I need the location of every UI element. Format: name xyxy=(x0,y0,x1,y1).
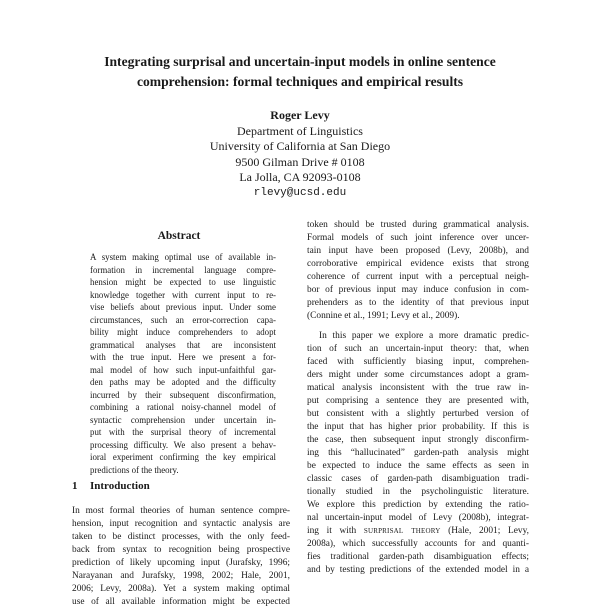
section-heading-introduction xyxy=(72,479,286,493)
abstract-line: ioral experiment confirming the key empirical xyxy=(90,452,276,462)
surprisal-theory-term: surprisal theory xyxy=(363,526,441,536)
abstract-line: circumstances, such an error-correction capa- xyxy=(90,314,276,325)
intro-line: hension, input recognition and syntactic analysis are xyxy=(72,519,290,529)
abstract-heading: Abstract xyxy=(157,230,201,242)
right-column-body xyxy=(307,219,529,577)
body-line: ing this “hallucinated” garden-path analysis might xyxy=(307,448,529,458)
author-address-line: 9500 Gilman Drive # 0108 xyxy=(235,154,365,169)
body-line: put comprising a sentence they are presented with, xyxy=(307,396,529,406)
abstract-line: processing difficulty. We also present a behav- xyxy=(90,439,276,450)
body-line: coherence of current input with a perceptual neigh- xyxy=(307,272,529,282)
abstract-line: combining a rational noisy-channel model of xyxy=(90,402,276,412)
author-email: rlevy@ucsd.edu xyxy=(253,186,347,199)
abstract-line: knowledge together with current input to re- xyxy=(90,289,276,300)
intro-line: back from syntax to recognition being prospective xyxy=(72,545,290,555)
abstract-line: syntactic comprehension under uncertain in- xyxy=(90,414,276,425)
body-line: In this paper we explore a more dramatic predic- xyxy=(319,331,529,341)
body-line: token should be trusted during grammatical analysis. xyxy=(307,220,529,230)
body-line: the input that has higher prior probability. If this is xyxy=(307,422,529,432)
author-block xyxy=(100,108,500,201)
body-line: nal uncertain-input model of Levy (2008b), integrat- xyxy=(307,513,529,523)
author-university: University of California at San Diego xyxy=(209,139,391,153)
intro-line: In most formal theories of human sentence compre- xyxy=(72,506,290,516)
body-line: matical analysis inconsistent with the true raw in- xyxy=(307,383,529,393)
intro-line: Narayanan and Jurafsky, 1998, 2002; Hale, 2001, xyxy=(72,571,290,581)
abstract-body xyxy=(90,251,276,476)
intro-line: prediction of likely upcoming input (Jurafsky, 1996; xyxy=(72,558,290,568)
paragraph-gap xyxy=(307,323,529,330)
body-line: tion of such an uncertain-input theory: that, when xyxy=(307,344,529,354)
abstract-line: formation in incremental language compre- xyxy=(90,264,276,275)
body-line: faced with sufficiently biasing input, comprehen- xyxy=(307,357,529,367)
intro-line: taken to be distinct processes, with the only feed- xyxy=(72,532,290,542)
body-line: Formal models of such joint inference over uncer- xyxy=(307,233,529,243)
body-line: We explore this prediction by extending the ratio- xyxy=(307,500,529,510)
author-department: Department of Linguistics xyxy=(237,123,363,138)
intro-line: 2006; Levy, 2008a). Yet a system making optimal xyxy=(72,584,290,594)
abstract-line: predictions of the theory. xyxy=(90,464,179,475)
abstract-line: grammatical analyses that are inconsistent xyxy=(90,339,276,350)
abstract-line: incurred by their subsequent disconfirmation, xyxy=(90,389,276,400)
body-text-fragment: (Hale, 2001; Levy, xyxy=(440,526,530,536)
abstract-line: den paths may be adopted and the difficulty xyxy=(90,377,276,387)
title-line: Integrating surprisal and uncertain-input models in online sentence xyxy=(104,54,496,69)
body-line: fies traditional garden-path disambiguation effects; xyxy=(307,552,529,562)
body-line: bor of previous input may induce confusion in com- xyxy=(307,285,529,295)
intro-line: use of all available information might be expected xyxy=(72,597,290,607)
abstract-line: with the true input. Here we present a for- xyxy=(90,352,276,362)
body-line: (Connine et al., 1991; Levy et al., 2009). xyxy=(307,311,460,321)
author-address-line: La Jolla, CA 92093-0108 xyxy=(239,170,361,184)
body-line: corroborative empirical evidence exists that strong xyxy=(307,259,529,269)
section-title: Introduction xyxy=(90,480,150,492)
body-text-fragment: ing it with xyxy=(307,526,364,536)
body-line: prehenders as to the identity of that previous input xyxy=(307,298,529,308)
body-line: the case, then subsequent input strongly disconfirm- xyxy=(307,435,529,445)
body-line: and by testing predictions of the extended model in a xyxy=(307,565,529,575)
body-line: 2008a), which successfully accounts for and quanti- xyxy=(307,539,529,549)
body-line-with-smallcaps xyxy=(307,525,529,538)
abstract-line: vise beliefs about previous input. Under some xyxy=(90,302,276,312)
abstract-line: hension might be expected to use linguistic xyxy=(90,277,276,287)
title-line: comprehension: formal techniques and empirical results xyxy=(136,74,464,89)
abstract-line: A system making optimal use of available in- xyxy=(90,252,276,262)
body-line: tain input have been proposed (Levy, 2008b), and xyxy=(307,246,529,256)
abstract-line: bility might induce comprehenders to adopt xyxy=(90,327,276,337)
body-line: but consistent with a slightly perturbed version of xyxy=(307,409,529,419)
paper-title xyxy=(60,52,540,92)
abstract-line: mal model of how such input-unfaithful gar- xyxy=(90,364,276,375)
author-name: Roger Levy xyxy=(270,108,330,122)
abstract-line: put with the surprisal theory of incremental xyxy=(90,427,276,437)
body-line: be expected to induce the same effects as seen in xyxy=(307,461,529,471)
body-line: classic cases of garden-path disambiguation tradi- xyxy=(307,474,529,484)
body-line: tionally studied in the psycholinguistic literature. xyxy=(307,487,529,497)
introduction-body xyxy=(72,505,290,609)
body-line: ders might under some circumstances adopt a gram- xyxy=(307,370,529,380)
section-number: 1 xyxy=(72,480,78,492)
